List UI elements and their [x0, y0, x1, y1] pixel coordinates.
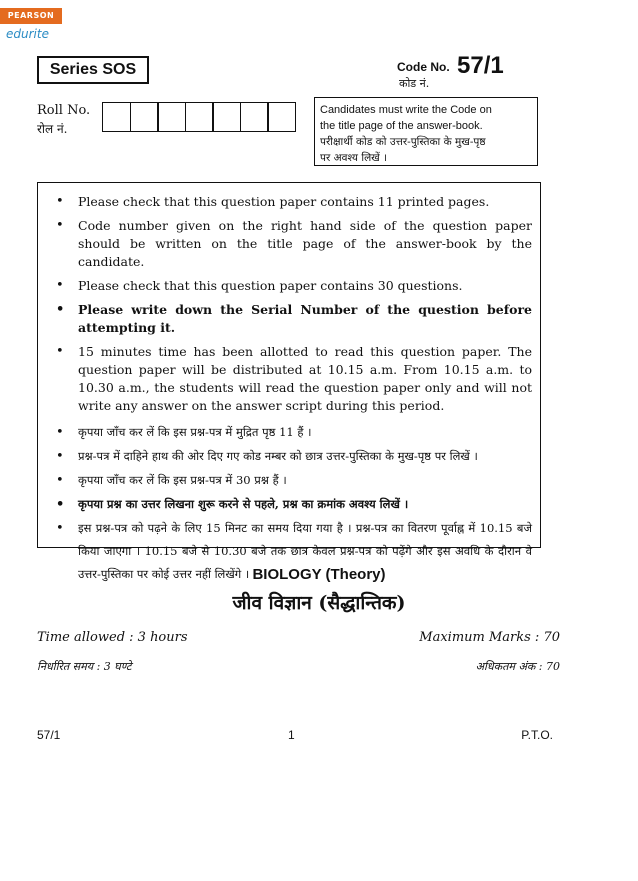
maximum-marks: Maximum Marks : 70 [419, 630, 560, 645]
time-allowed-hindi: निर्धारित समय : 3 घण्टे [37, 660, 132, 673]
notice-line-hindi: परीक्षार्थी कोड को उत्तर-पुस्तिका के मुख-पृष्ठ [320, 136, 486, 148]
instruction-item-hindi: • इस प्रश्न-पत्र को पढ़ने के लिए 15 मिनट का समय दिया गया है । प्रश्न-पत्र का वितरण पूर्वाह्न में 10.15 बजे किया जाएगा । 10.15 बजे से 10.30 बजे तक छात्र केवल प्रश्न-पत्र को पढ़ेंगे और इस अवधि के दौरान वे उत्तर-पुस्तिका पर कोई उत्तर नहीं लिखेंगे । [50, 517, 532, 586]
maximum-marks-hindi: अधिकतम अंक : 70 [475, 660, 560, 673]
roll-number-boxes [102, 102, 295, 132]
code-number: 57/1 [457, 52, 504, 79]
roll-number-box [240, 102, 269, 132]
subject-title-english: BIOLOGY (Theory) [252, 566, 386, 583]
code-label: Code No. [397, 60, 450, 74]
instruction-item: • Please check that this question paper contains 30 questions. [50, 277, 532, 295]
instruction-item: • 15 minutes time has been allotted to read this question paper. The question paper will be distributed at 10.15 a.m. From 10.15 a.m. to 10.30 a.m., the students will read the question paper only and will not write any answer on the answer script during this period. [50, 343, 532, 415]
footer-code: 57/1 [37, 728, 61, 742]
roll-label-hindi: रोल नं. [37, 122, 68, 136]
notice-line: Candidates must write the Code on [320, 104, 492, 116]
instruction-item: • Please write down the Serial Number of the question before attempting it. [50, 301, 532, 337]
instruction-item-hindi: • कृपया जाँच कर लें कि इस प्रश्न-पत्र में मुद्रित पृष्ठ 11 हैं । [50, 421, 532, 444]
notice-line: the title page of the answer-book. [320, 120, 483, 132]
roll-label-english: Roll No. [37, 103, 91, 118]
code-notice-box [314, 97, 538, 166]
instruction-item-hindi: • कृपया जाँच कर लें कि इस प्रश्न-पत्र में 30 प्रश्न हैं । [50, 469, 532, 492]
edurite-logo: edurite [6, 27, 49, 41]
instruction-item: • Code number given on the right hand side of the question paper should be written on the title page of the answer-book by the candidate. [50, 217, 532, 271]
roll-number-box [157, 102, 186, 132]
roll-number-box [102, 102, 131, 132]
notice-line-hindi: पर अवश्य लिखें । [320, 152, 388, 164]
code-label-hindi: कोड नं. [399, 77, 430, 90]
series-box: Series SOS [37, 56, 149, 84]
instruction-item-hindi: • प्रश्न-पत्र में दाहिने हाथ की ओर दिए गए कोड नम्बर को छात्र उत्तर-पुस्तिका के मुख-पृष्ठ पर लिखें । [50, 445, 532, 468]
instruction-item-hindi: • कृपया प्रश्न का उत्तर लिखना शुरू करने से पहले, प्रश्न का क्रमांक अवश्य लिखें । [50, 493, 532, 516]
roll-number-box [185, 102, 214, 132]
time-allowed: Time allowed : 3 hours [37, 630, 188, 645]
subject-title-hindi: जीव विज्ञान (सैद्धान्तिक) [232, 592, 406, 614]
pearson-logo: PEARSON [0, 8, 62, 24]
roll-number-box [130, 102, 159, 132]
pto-label: P.T.O. [521, 728, 553, 742]
instruction-item: • Please check that this question paper contains 11 printed pages. [50, 193, 532, 211]
page-number: 1 [288, 728, 295, 742]
roll-number-box [267, 102, 296, 132]
roll-number-box [212, 102, 241, 132]
